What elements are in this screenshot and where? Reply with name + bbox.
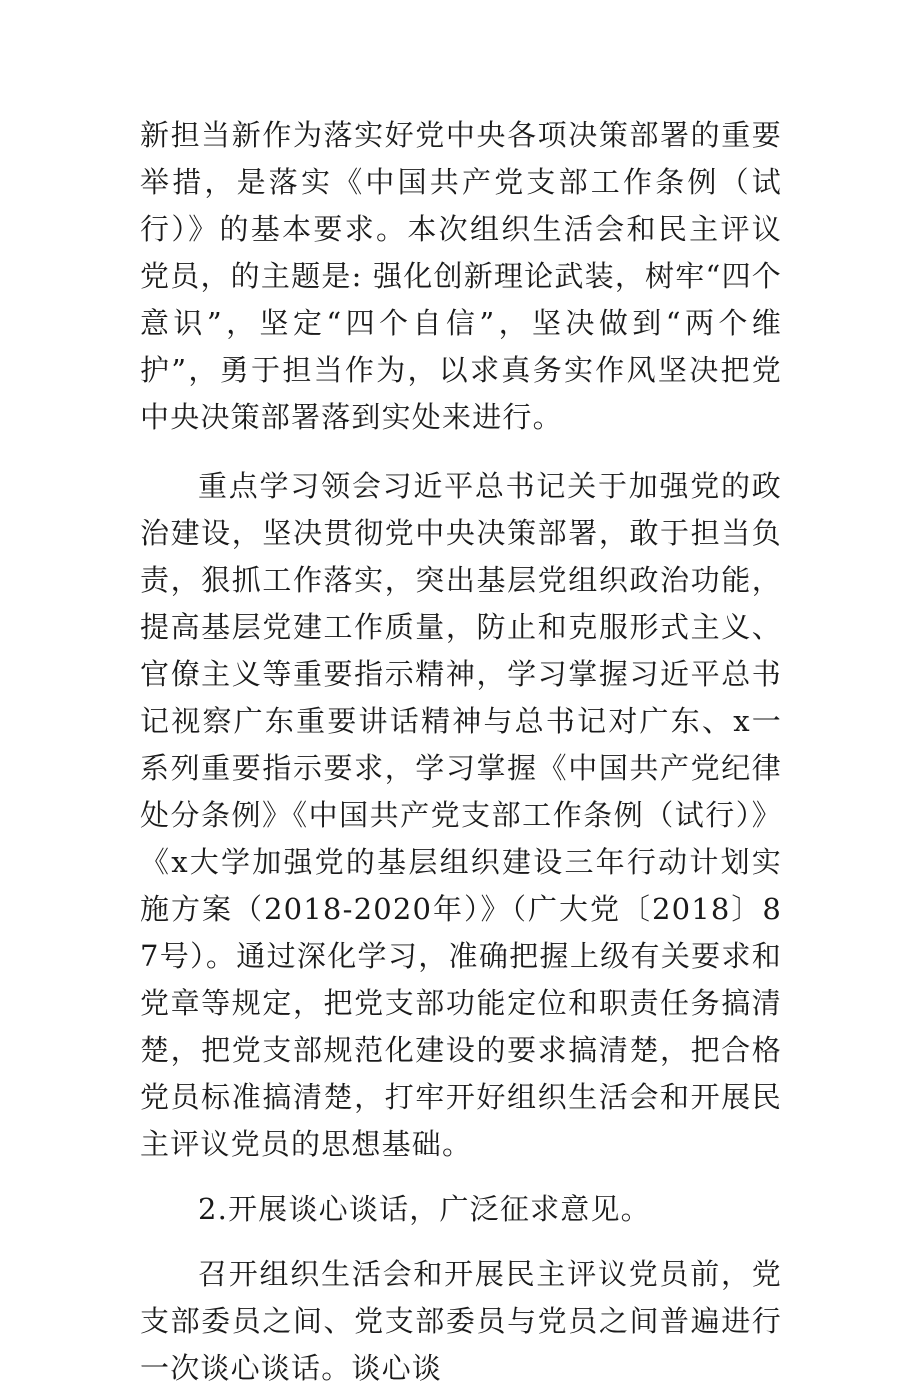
paragraph-theme: 新担当新作为落实好党中央各项决策部署的重要举措，是落实《中国共产党支部工作条例（试行）》的基本要求。本次组织生活会和民主评议党员，的主题是: 强化创新理论武装，树牢“四个意识”，坚定“四个自信”，坚决做到“两个维护”，勇于担当作为，以求真务实作风坚决把党中央决策部署落到实处来进行。 [140,118,782,434]
paragraph-study-focus: 重点学习领会习近平总书记关于加强党的政治建设，坚决贯彻党中央决策部署，敢于担当负责，狠抓工作落实，突出基层党组织政治功能，提高基层党建工作质量，防止和克服形式主义、官僚主义等重要指示精神，学习掌握习近平总书记视察广东重要讲话精神与总书记对广东、x一系列重要指示要求，学习掌握《中国共产党纪律处分条例》《中国共产党支部工作条例（试行）》《x大学加强党的基层组织建设三年行动计划实施方案（2018-2020年）》（广大党〔2018〕87号）。通过深化学习，准确把握上级有关要求和党章等规定，把党支部功能定位和职责任务搞清楚，把党支部规范化建设的要求搞清楚，把合格党员标准搞清楚，打牢开好组织生活会和开展民主评议党员的思想基础。 [140,469,782,1161]
section-heading-talks: 2.开展谈心谈话，广泛征求意见。 [198,1192,651,1226]
paragraph-talks: 召开组织生活会和开展民主评议党员前，党支部委员之间、党支部委员与党员之间普遍进行一次谈心谈话。谈心谈 [140,1257,782,1385]
document-page [140,112,782,1392]
